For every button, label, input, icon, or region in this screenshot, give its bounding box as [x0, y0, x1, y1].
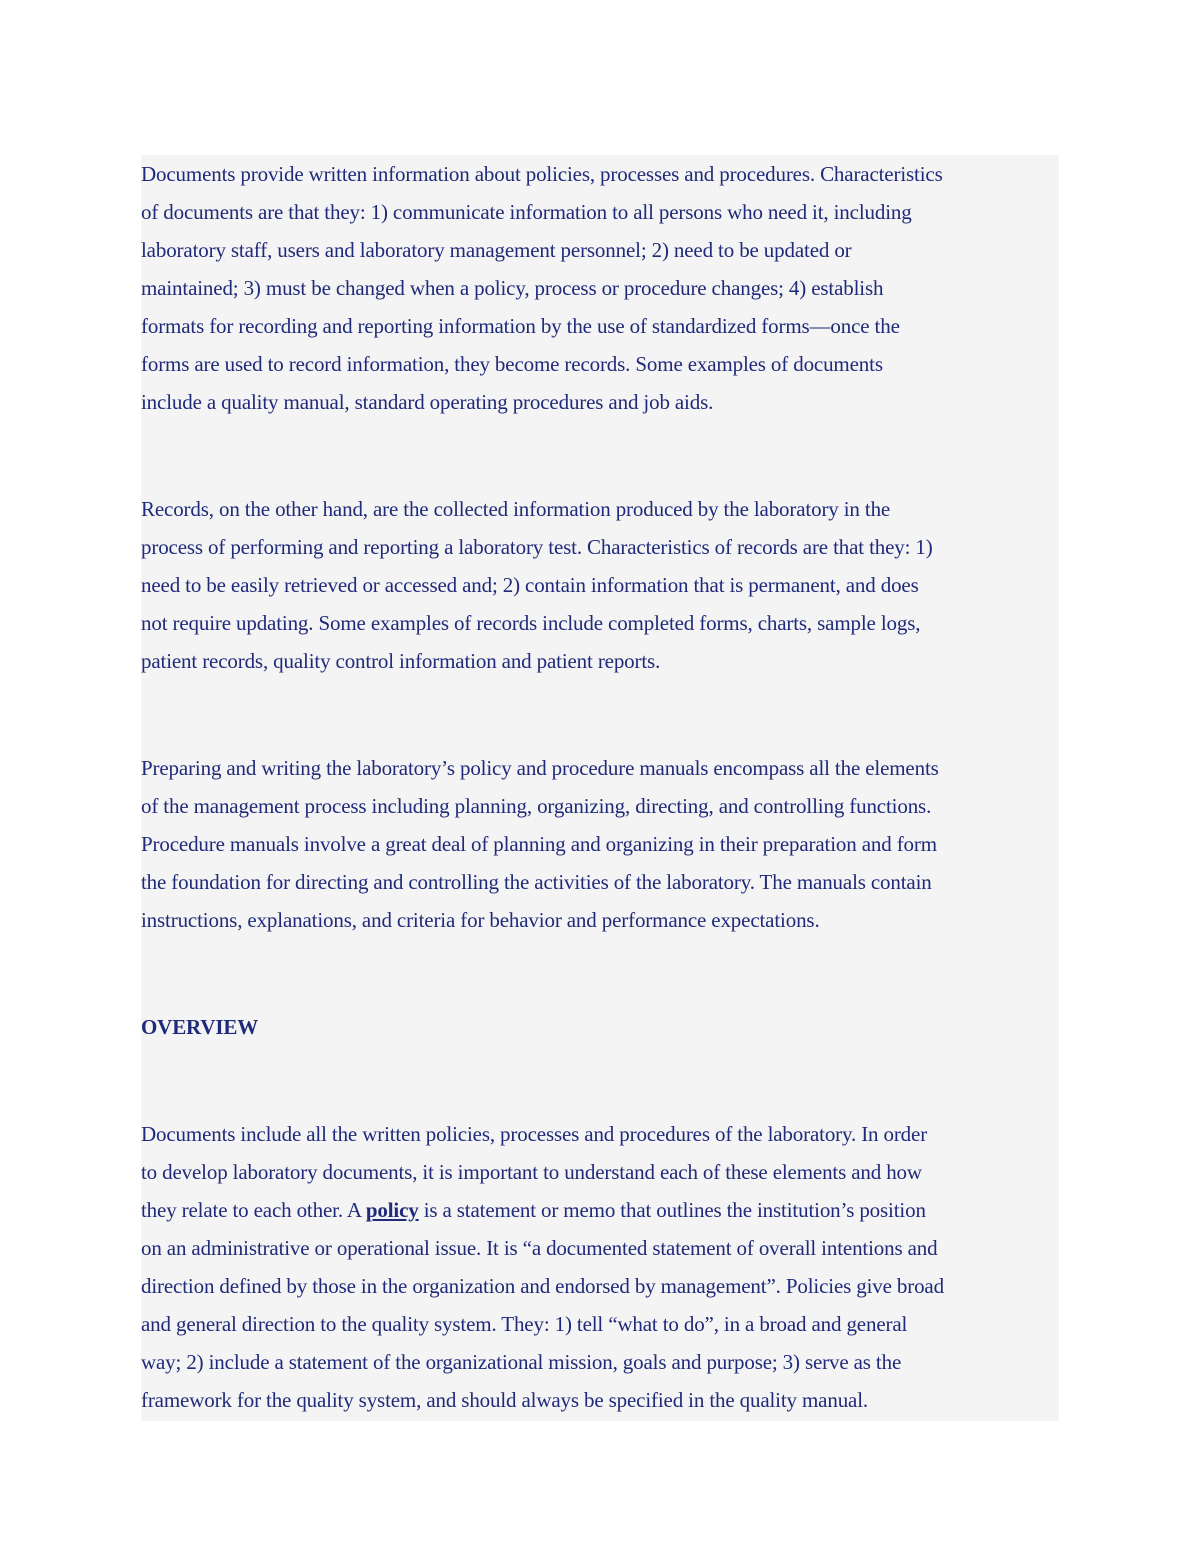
paragraph-line: not require updating. Some examples of records include completed forms, charts, sample logs,	[141, 611, 921, 635]
paragraph-line: on an administrative or operational issue. It is “a documented statement of overall intentions and	[141, 1236, 938, 1260]
paragraph-line: need to be easily retrieved or accessed and; 2) contain information that is permanent, and does	[141, 573, 919, 597]
paragraph-line: direction defined by those in the organization and endorsed by management”. Policies give broad	[141, 1274, 944, 1298]
paragraph-line: process of performing and reporting a laboratory test. Characteristics of records are that they: 1)	[141, 535, 933, 559]
section-heading-overview: OVERVIEW	[141, 1015, 259, 1039]
paragraph-line: way; 2) include a statement of the organizational mission, goals and purpose; 3) serve as the	[141, 1350, 902, 1374]
paragraph-spacer	[141, 939, 1059, 1008]
paragraph-spacer	[141, 680, 1059, 749]
paragraph-line: Documents include all the written policies, processes and procedures of the laboratory. In order	[141, 1122, 928, 1146]
paragraph-spacer	[141, 421, 1059, 490]
paragraph-line: include a quality manual, standard operating procedures and job aids.	[141, 390, 714, 414]
paragraph-line: instructions, explanations, and criteria for behavior and performance expectations.	[141, 908, 820, 932]
paragraph-line: formats for recording and reporting information by the use of standardized forms—once the	[141, 314, 900, 338]
paragraph-line: and general direction to the quality system. They: 1) tell “what to do”, in a broad and general	[141, 1312, 908, 1336]
paragraph-line: patient records, quality control information and patient reports.	[141, 649, 661, 673]
paragraph-overview	[141, 1115, 1059, 1419]
paragraph-line: forms are used to record information, they become records. Some examples of documents	[141, 352, 883, 376]
paragraph-line-with-link	[141, 1191, 1059, 1229]
line-text-after-link: is a statement or memo that outlines the institution’s position	[418, 1198, 926, 1222]
line-text-before-link: they relate to each other. A	[141, 1198, 366, 1222]
paragraph-line: framework for the quality system, and should always be specified in the quality manual.	[141, 1388, 869, 1412]
document-content	[141, 155, 1059, 1421]
paragraph-spacer	[141, 1046, 1059, 1115]
paragraph-line: of the management process including planning, organizing, directing, and controlling functions.	[141, 794, 932, 818]
paragraph-line: the foundation for directing and controlling the activities of the laboratory. The manuals contain	[141, 870, 932, 894]
paragraph-line: Records, on the other hand, are the collected information produced by the laboratory in the	[141, 497, 891, 521]
policy-link[interactable]: policy	[365, 1198, 419, 1222]
paragraph-records	[141, 490, 1059, 680]
paragraph-documents	[141, 155, 1059, 421]
paragraph-line: Preparing and writing the laboratory’s policy and procedure manuals encompass all the elements	[141, 756, 939, 780]
paragraph-line: maintained; 3) must be changed when a policy, process or procedure changes; 4) establish	[141, 276, 884, 300]
paragraph-line: to develop laboratory documents, it is important to understand each of these elements and how	[141, 1160, 922, 1184]
paragraph-manuals	[141, 749, 1059, 939]
paragraph-line: Documents provide written information about policies, processes and procedures. Characteristics	[141, 162, 943, 186]
paragraph-line: Procedure manuals involve a great deal of planning and organizing in their preparation and form	[141, 832, 937, 856]
paragraph-line: laboratory staff, users and laboratory management personnel; 2) need to be updated or	[141, 238, 852, 262]
paragraph-line: of documents are that they: 1) communicate information to all persons who need it, including	[141, 200, 912, 224]
